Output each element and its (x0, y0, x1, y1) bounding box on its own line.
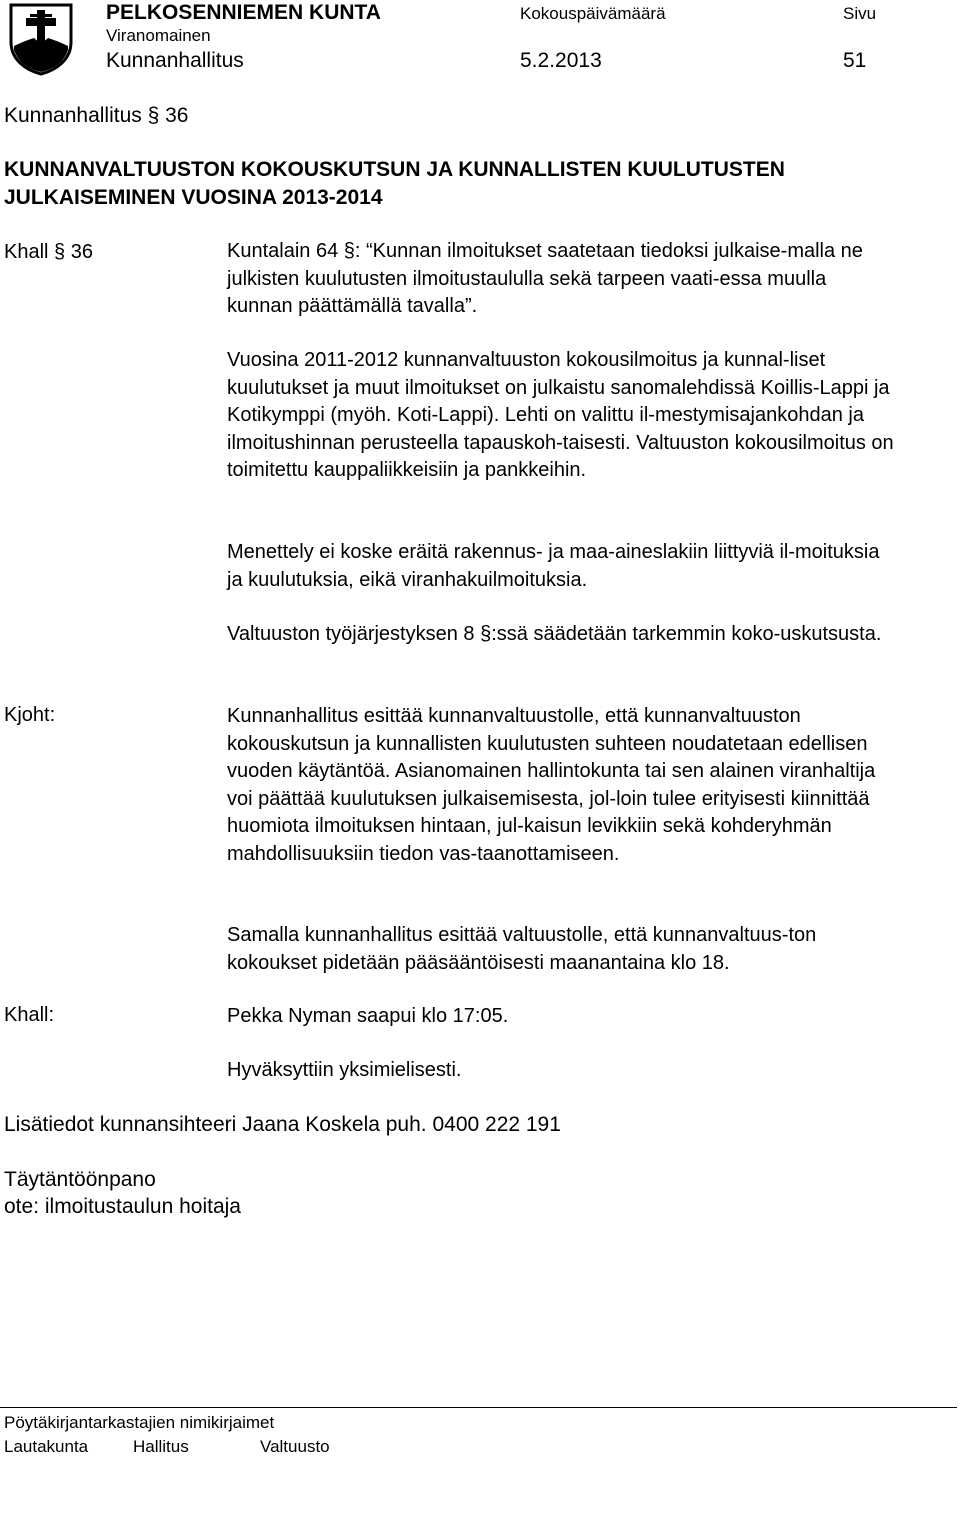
authority-label: Viranomainen (106, 26, 211, 45)
footer-divider (0, 1407, 957, 1408)
execution-label: Täytäntöönpano (4, 1168, 156, 1191)
date-label: Kokouspäivämäärä (520, 4, 666, 23)
meeting-date: 5.2.2013 (520, 49, 602, 72)
khall-decision-paragraph-1: Pekka Nyman saapui klo 17:05. (227, 1005, 509, 1027)
khall-36-paragraph-4: Valtuuston työjärjestyksen 8 §:ssä säädetään tarkemmin koko-uskutsusta. (227, 623, 882, 645)
section-title-line-2: JULKAISEMINEN VUOSINA 2013-2014 (4, 186, 383, 209)
khall-36-paragraph-2: Vuosina 2011-2012 kunnanvaltuuston kokousilmoitus ja kunnal-liset kuulutukset ja muut ilmoitukset on julkaistu sanomalehdissä Koillis-Lappi ja Kotikymppi (myöh. Koti-Lappi). Lehti on valittu il-mestymisajankohdan ja ilmoitushinnan perusteella tapauskoh-taisesti. Valtuuston kokousilmoitus on toimitettu kauppaliikkeisiin ja pankkeihin. (227, 349, 894, 481)
additional-info: Lisätiedot kunnansihteeri Jaana Koskela puh. 0400 222 191 (4, 1113, 561, 1136)
page-label: Sivu (843, 4, 877, 23)
khall-36-label: Khall § 36 (4, 241, 93, 263)
khall-36-paragraph-1: Kuntalain 64 §: “Kunnan ilmoitukset saatetaan tiedoksi julkaise-malla ne julkisten kuulutusten ilmoitustaululla sekä tarpeen vaati-essa muulla kunnan päättämällä tavalla”. (227, 240, 863, 317)
kjoht-label: Kjoht: (4, 704, 56, 726)
khall-decision-label: Khall: (4, 1004, 55, 1026)
page-number: 51 (843, 49, 867, 72)
execution-recipient: ote: ilmoitustaulun hoitaja (4, 1195, 241, 1218)
municipal-coat-of-arms (8, 2, 74, 76)
footer-column-lautakunta: Lautakunta (4, 1437, 89, 1456)
footer-title: Pöytäkirjantarkastajien nimikirjaimet (4, 1413, 275, 1432)
footer-column-valtuusto: Valtuusto (260, 1437, 330, 1456)
section-reference: Kunnanhallitus § 36 (4, 104, 189, 127)
kjoht-paragraph-2: Samalla kunnanhallitus esittää valtuustolle, että kunnanvaltuus-ton kokoukset pidetään pääsääntöisesti maanantaina klo 18. (227, 924, 817, 974)
khall-decision-paragraph-2: Hyväksyttiin yksimielisesti. (227, 1059, 462, 1081)
section-title-line-1: KUNNANVALTUUSTON KOKOUSKUTSUN JA KUNNALLISTEN KUULUTUSTEN (4, 158, 785, 181)
khall-36-paragraph-3: Menettely ei koske eräitä rakennus- ja maa-aineslakiin liittyviä il-moituksia ja kuulutuksia, eikä viranhakuilmoituksia. (227, 541, 880, 591)
footer-column-hallitus: Hallitus (133, 1437, 189, 1456)
authority-value: Kunnanhallitus (106, 49, 244, 72)
organization-name: PELKOSENNIEMEN KUNTA (106, 1, 381, 24)
kjoht-paragraph-1: Kunnanhallitus esittää kunnanvaltuustolle, että kunnanvaltuuston kokouskutsun ja kunnallisten kuulutusten suhteen noudatetaan edellisen vuoden käytäntöä. Asianomainen hallintokunta tai sen alainen viranhaltija voi päättää kuulutuksen julkaisemisesta, jol-loin tulee erityisesti kiinnittää huomiota ilmoituksen hintaan, jul-kaisun levikkiin sekä kohderyhmän mahdollisuuksiin tiedon vas-taanottamiseen. (227, 705, 876, 865)
